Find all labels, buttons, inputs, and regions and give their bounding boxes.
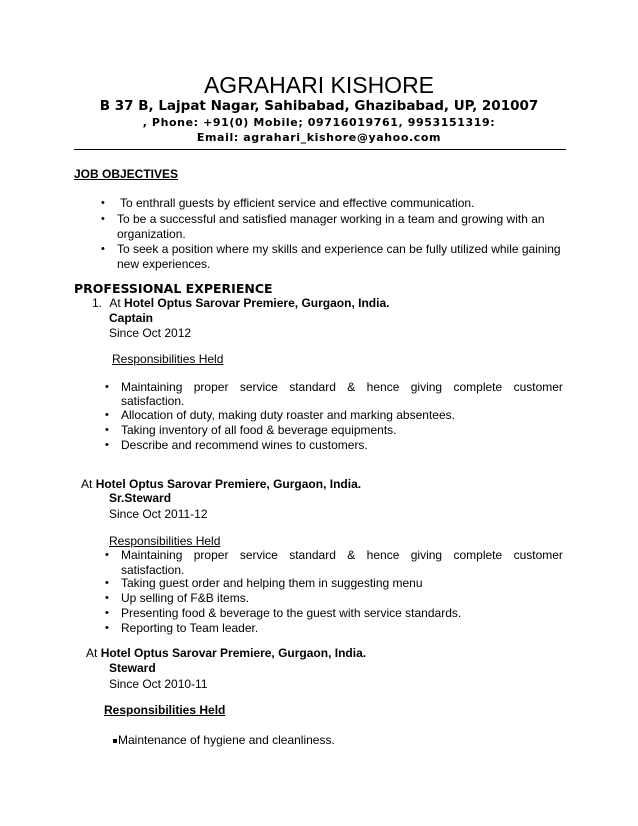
job-entry-2 bbox=[81, 477, 361, 491]
responsibility-item bbox=[121, 380, 563, 394]
job-title: Steward bbox=[109, 661, 156, 675]
job-title: Captain bbox=[109, 311, 154, 325]
job-entry-1 bbox=[92, 296, 389, 310]
at-label: At bbox=[86, 646, 98, 660]
responsibility-item: Allocation of duty, making duty roaster and marking absentees. bbox=[121, 408, 455, 422]
bullet-icon: • bbox=[105, 381, 109, 393]
bullet-icon: • bbox=[105, 622, 109, 634]
job-since: Since Oct 2010-11 bbox=[109, 677, 208, 691]
job-entry-3 bbox=[86, 646, 366, 660]
candidate-name: AGRAHARI KISHORE bbox=[203, 72, 435, 98]
responsibilities-heading: Responsibilities Held bbox=[109, 534, 221, 548]
header-divider bbox=[74, 149, 566, 150]
job-title: Sr.Steward bbox=[109, 491, 172, 505]
word: customer bbox=[513, 548, 563, 562]
word: standard bbox=[289, 548, 336, 562]
word: complete bbox=[453, 380, 503, 394]
responsibility-item: Reporting to Team leader. bbox=[121, 621, 259, 635]
word: giving bbox=[410, 380, 443, 394]
responsibility-item: Taking guest order and helping them in suggesting menu bbox=[121, 576, 423, 590]
responsibility-item: Describe and recommend wines to customers. bbox=[121, 438, 368, 452]
bullet-icon: • bbox=[105, 439, 109, 451]
responsibility-item-cont: satisfaction. bbox=[121, 563, 185, 577]
word: service bbox=[239, 548, 278, 562]
bullet-icon: • bbox=[101, 243, 105, 255]
at-label: At bbox=[81, 477, 93, 491]
bullet-icon: • bbox=[105, 607, 109, 619]
phone: , Phone: +91(0) Mobile; 09716019761, 9953151319: bbox=[142, 116, 496, 129]
word: hence bbox=[366, 548, 400, 562]
word: proper bbox=[193, 380, 229, 394]
job-since: Since Oct 2011-12 bbox=[109, 507, 208, 521]
word: service bbox=[239, 380, 278, 394]
objective-item-cont: new experiences. bbox=[117, 257, 211, 271]
hotel-name: Hotel Optus Sarovar Premiere, Gurgaon, India. bbox=[95, 477, 362, 491]
word: & bbox=[347, 548, 356, 562]
job-objectives-heading: JOB OBJECTIVES bbox=[74, 167, 179, 181]
word: & bbox=[347, 380, 356, 394]
word: complete bbox=[453, 548, 503, 562]
responsibility-item-cont: satisfaction. bbox=[121, 394, 185, 408]
square-bullet-icon bbox=[113, 739, 117, 743]
objective-item-cont: organization. bbox=[117, 227, 186, 241]
responsibility-item: Presenting food & beverage to the guest with service standards. bbox=[121, 606, 462, 620]
word: standard bbox=[289, 380, 336, 394]
experience-heading: PROFESSIONAL EXPERIENCE bbox=[74, 281, 273, 296]
objective-item: To enthrall guests by efficient service and effective communication. bbox=[120, 196, 475, 210]
responsibilities-heading: Responsibilities Held bbox=[104, 703, 226, 717]
at-label: At bbox=[109, 296, 121, 310]
responsibility-item bbox=[121, 548, 563, 562]
hotel-name: Hotel Optus Sarovar Premiere, Gurgaon, India. bbox=[124, 296, 390, 310]
bullet-icon: • bbox=[101, 197, 105, 209]
responsibility-item bbox=[113, 733, 335, 747]
responsibility-text: Maintenance of hygiene and cleanliness. bbox=[118, 733, 335, 747]
word: hence bbox=[366, 380, 400, 394]
email: Email: agrahari_kishore@yahoo.com bbox=[196, 131, 442, 144]
word: proper bbox=[193, 548, 229, 562]
bullet-icon: • bbox=[101, 213, 105, 225]
bullet-icon: • bbox=[105, 592, 109, 604]
responsibility-item: Taking inventory of all food & beverage equipments. bbox=[121, 423, 397, 437]
hotel-name: Hotel Optus Sarovar Premiere, Gurgaon, India. bbox=[100, 646, 367, 660]
bullet-icon: • bbox=[105, 409, 109, 421]
responsibilities-heading: Responsibilities Held bbox=[112, 352, 224, 366]
address: B 37 B, Lajpat Nagar, Sahibabad, Ghazibabad, UP, 201007 bbox=[99, 98, 539, 114]
job-since: Since Oct 2012 bbox=[109, 326, 192, 340]
word: Maintaining bbox=[121, 548, 183, 562]
objective-item: To be a successful and satisfied manager working in a team and growing with an bbox=[117, 212, 545, 226]
bullet-icon: • bbox=[105, 577, 109, 589]
word: customer bbox=[513, 380, 563, 394]
bullet-icon: • bbox=[105, 549, 109, 561]
list-number: 1. bbox=[92, 296, 103, 310]
objective-item: To seek a position where my skills and experience can be fully utilized while gaining bbox=[117, 242, 561, 256]
responsibility-item: Up selling of F&B items. bbox=[121, 591, 250, 605]
word: giving bbox=[410, 548, 443, 562]
bullet-icon: • bbox=[105, 424, 109, 436]
word: Maintaining bbox=[121, 380, 183, 394]
